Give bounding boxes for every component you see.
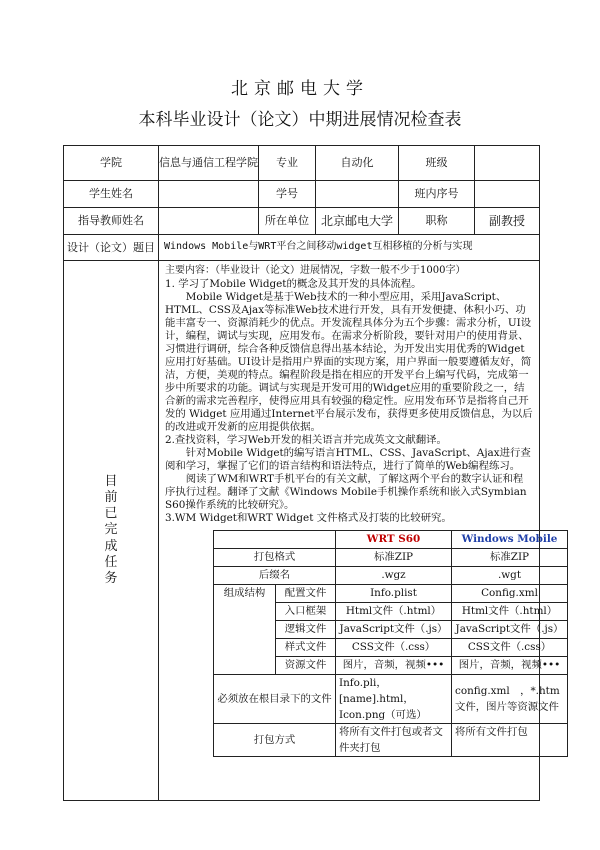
style-wrt: CSS文件（.css） bbox=[336, 638, 452, 656]
extension-wm: .wgt bbox=[452, 566, 568, 584]
item3-title: 3.WM Widget和WRT Widget 文件格式及打装的比较研究。 bbox=[165, 511, 452, 524]
row-pack-method: 打包方式 bbox=[214, 723, 336, 756]
resource-wm: 图片，音频，视频••• bbox=[452, 656, 568, 674]
content-intro: 主要内容：（毕业设计（论文）进展情况，字数一般不少于1000字） bbox=[165, 265, 466, 276]
college-label: 学院 bbox=[64, 146, 159, 181]
row-pack-format: 打包格式 bbox=[214, 548, 336, 566]
config-wrt: Info.plist bbox=[336, 584, 452, 602]
resource-wrt: 图片，音频，视频••• bbox=[336, 656, 452, 674]
widget-comparison-table bbox=[213, 530, 568, 757]
col-header-wrt: WRT S60 bbox=[336, 530, 452, 548]
root-files-wm: config.xml ，*.htm 文件，图片等资源文件 bbox=[452, 674, 568, 723]
completed-tasks-label: 目 前 已 完 成 任 务 bbox=[64, 261, 159, 801]
style-wm: CSS文件（.css） bbox=[452, 638, 568, 656]
progress-check-form bbox=[63, 145, 564, 801]
major-label: 专业 bbox=[259, 146, 316, 181]
student-id-value bbox=[316, 181, 399, 208]
rank-label: 职称 bbox=[399, 208, 475, 235]
item2-title: 2.查找资料，学习Web开发的相关语言并完成英文文献翻译。 bbox=[165, 433, 447, 446]
entry-wm: Html文件（.html） bbox=[452, 602, 568, 620]
pack-format-wm: 标准ZIP bbox=[452, 548, 568, 566]
logic-wrt: JavaScript文件（.js） bbox=[336, 620, 452, 638]
class-value bbox=[475, 146, 540, 181]
row-structure: 组成结构 bbox=[214, 584, 276, 674]
college-value: 信息与通信工程学院 bbox=[159, 146, 259, 181]
row-config: 配置文件 bbox=[276, 584, 336, 602]
advisor-label: 指导教师姓名 bbox=[64, 208, 159, 235]
class-seq-label: 班内序号 bbox=[399, 181, 475, 208]
root-files-wrt: Info.pli，[name].html，Icon.png（可选） bbox=[336, 674, 452, 723]
item1-title: 1. 学习了Mobile Widget的概念及其开发的具体流程。 bbox=[165, 277, 422, 290]
topic-label: 设计（论文）题目 bbox=[64, 235, 159, 261]
entry-wrt: Html文件（.html） bbox=[336, 602, 452, 620]
row-style: 样式文件 bbox=[276, 638, 336, 656]
item2-body-2: 阅读了WM和WRT手机平台的有关文献，了解这两个平台的数字认证和程序执行过程。翻译了文献《Windows Mobile手机操作系统和嵌入式Symbian S60操作系统的比较研究》。 bbox=[165, 472, 527, 511]
row-root-files: 必须放在根目录下的文件 bbox=[214, 674, 336, 723]
row-extension: 后缀名 bbox=[214, 566, 336, 584]
pack-method-wm: 将所有文件打包 bbox=[452, 723, 568, 756]
university-name: 北京邮电大学 bbox=[231, 79, 369, 99]
class-seq-value bbox=[475, 181, 540, 208]
major-value: 自动化 bbox=[316, 146, 399, 181]
row-logic: 逻辑文件 bbox=[276, 620, 336, 638]
progress-content bbox=[159, 261, 564, 801]
row-entry: 入口框架 bbox=[276, 602, 336, 620]
unit-value: 北京邮电大学 bbox=[316, 208, 399, 235]
col-header-wm: Windows Mobile bbox=[452, 530, 568, 548]
rank-value: 副教授 bbox=[475, 208, 540, 235]
class-label: 班级 bbox=[399, 146, 475, 181]
item1-body: Mobile Widget是基于Web技术的一种小型应用，采用JavaScript、HTML、CSS及Ajax等标准Web技术进行开发，具有开发便捷、体积小巧、功能丰富专一、资源消耗少的优点。开发流程具体分为五个步骤：需求分析，UI设计，编程，调试与实现，应用发布。在需求分析阶段，要针对用户的使用背景、习惯进行调研，综合各种反馈信息得出基本结论，为开发出实用优秀的Widget应用打好基础。UI设计是指用户界面的实现方案，用户界面一般要遵循友好，简洁，方便，美观的特点。编程阶段是指在相应的开发平台上编写代码，完成第一步中所要求的功能。调试与实现是开发可用的Widget应用的重要阶段之一，结合新的需求完善程序，使得应用具有较强的稳定性。应用发布环节是指将自己开发的 Widget 应用通过Internet平台展示发布，获得更多使用反馈信息，为以后的改进或开发新的应用提供依据。 bbox=[165, 290, 533, 433]
unit-label: 所在单位 bbox=[259, 208, 316, 235]
topic-value: Windows Mobile与WRT平台之间移动widget互相移植的分析与实现 bbox=[159, 235, 540, 261]
form-title: 本科毕业设计（论文）中期进展情况检查表 bbox=[138, 110, 462, 130]
row-resource: 资源文件 bbox=[276, 656, 336, 674]
config-wm: Config.xml bbox=[452, 584, 568, 602]
extension-wrt: .wgz bbox=[336, 566, 452, 584]
student-id-label: 学号 bbox=[259, 181, 316, 208]
cmp-corner bbox=[214, 530, 336, 548]
logic-wm: JavaScript文件（.js） bbox=[452, 620, 568, 638]
item2-body-1: 针对Mobile Widget的编写语言HTML、CSS、JavaScript、Ajax进行查阅和学习，掌握了它们的语言结构和语法特点，进行了简单的Web编程练习。 bbox=[165, 446, 531, 472]
student-name-value bbox=[159, 181, 259, 208]
pack-format-wrt: 标准ZIP bbox=[336, 548, 452, 566]
advisor-value bbox=[159, 208, 259, 235]
pack-method-wrt: 将所有文件打包或者文件夹打包 bbox=[336, 723, 452, 756]
student-name-label: 学生姓名 bbox=[64, 181, 159, 208]
